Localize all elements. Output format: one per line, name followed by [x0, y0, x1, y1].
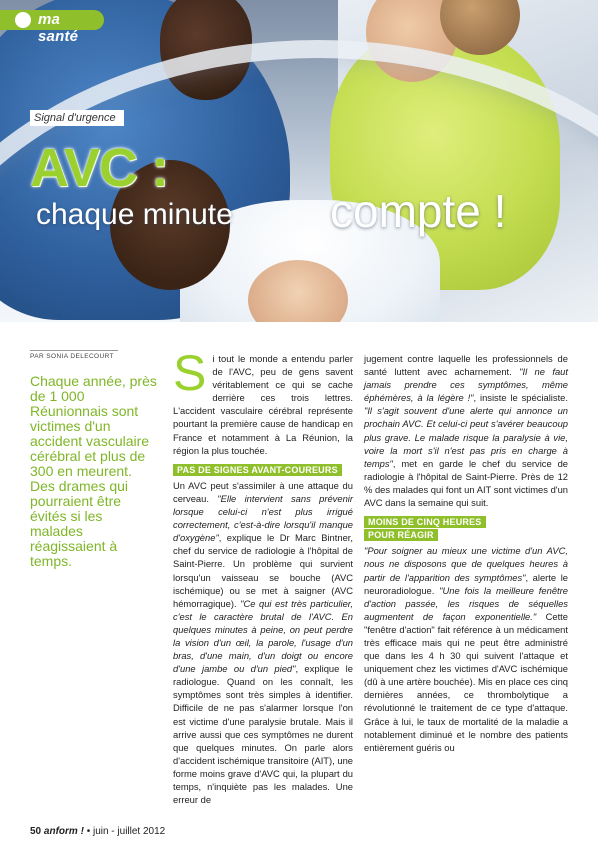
paragraph-text: jugement contre laquelle les professionnels de santé luttent avec acharnement.	[364, 353, 568, 378]
quote-text: "Il ne faut jamais prendre ces symptômes, même éphémères, à la légère !"	[364, 366, 568, 404]
paragraph-text: , met en garde le chef du service de radiologie à l'hôpital de Saint-Pierre. Près de 12 % des malades qui font un AIT sont victimes d'un AVC dans la semaine qui suit.	[364, 457, 568, 509]
subhead: MOINS DE CINQ HEURES	[364, 516, 486, 528]
section-dot-icon	[15, 12, 31, 28]
issue-date: • juin - juillet 2012	[86, 826, 166, 837]
paragraph	[364, 352, 568, 509]
section-label: ma santé	[38, 11, 79, 45]
title-main: AVC :	[30, 138, 168, 198]
page-number: 50	[30, 826, 42, 837]
paragraph	[364, 544, 568, 754]
quote-text: "Il s'agit souvent d'une alerte qui annonce un prochain AVC. Et celui-ci peut s'avérer beaucoup plus grave. Le malade risque la paralysie à vie, voire la mort s'il n'est pas pris en charge à temps"	[364, 405, 568, 469]
title-big: compte !	[330, 185, 507, 237]
article-column-2	[364, 352, 568, 754]
section-tag	[0, 10, 104, 45]
subhead-wrap	[364, 515, 568, 541]
subhead-wrap	[173, 463, 353, 476]
paragraph	[173, 479, 353, 806]
paragraph	[173, 345, 353, 457]
paragraph-text: , explique le Dr Marc Bintner, chef du service de radiologie à l'hôpital de Saint-Pierre. Un problème qui survient lorsqu'un vaisseau se bouche (AVC ischémique) ou se met à saigner (AVC hémorragique).	[173, 532, 353, 609]
article-column-1	[173, 345, 353, 806]
kicker: Signal d'urgence	[30, 110, 124, 126]
subhead: POUR RÉAGIR	[364, 529, 438, 541]
byline: PAR SONIA DELECOURT	[30, 350, 118, 360]
paragraph-text: i tout le monde a entendu parler de l'AVC, peu de gens savent véritablement ce qui se cache derrière ces trois lettres. L'accident vasculaire cérébral représente pourtant la première cause de handicap en France et notamment à La Réunion, la région la plus touchée.	[173, 353, 353, 456]
paragraph-text: , insiste le spécialiste.	[473, 392, 568, 404]
drop-cap: S	[173, 345, 207, 401]
magazine-name: anform !	[43, 826, 84, 837]
paragraph-text: , explique le radiologue. Quand on les connaît, les symptômes sont très simples à identifier. Difficile de ne pas s'alarmer lorsque l'on est victime d'une paralysie brutale. Mais il arrive aussi que ces symptômes ne durent que quelques minutes. On parle alors d'accident ischémique transitoire (AIT), une forme moins grave d'AVC qui, la plupart du temps, n'inquiète pas les malades. Une erreur de	[173, 663, 353, 806]
quote-text: "Ce qui est très particulier, c'est le caractère brutal de l'AVC. En quelques minutes à peine, on peut perdre la vision d'un œil, la parole, l'usage d'un bras, d'une main, d'un doigt ou encore d'une jambe ou d'un pied"	[173, 597, 353, 675]
quote-text: "Pour soigner au mieux une victime d'un AVC, nous ne disposons que de quelques heures à partir de l'apparition des symptômes"	[364, 545, 568, 583]
title-line2: chaque minute	[36, 198, 233, 231]
intro-text: Chaque année, près de 1 000 Réunionnais sont victimes d'un accident vasculaire cérébral et plus de 300 en meurent. Des drames qui pourraient être évités si les malades réagissaient à temps.	[30, 373, 157, 569]
paragraph-text: Cette "fenêtre d'action" fait référence à un médicament très efficace mais qui ne peut être administré que dans les 4 h 30 qui suivent l'attaque et uniquement chez les victimes d'AVC ischémique (dû à une artère bouchée). Mis en place ces cinq dernières années, ce thrombolytique a révolutionné le traitement de ce type d'attaque. Grâce à lui, le taux de mortalité de la maladie a notablement diminué et le nombre des patients entièrement guéris ou	[364, 610, 568, 753]
paragraph-text: Un AVC peut s'assimiler à une attaque du cerveau.	[173, 479, 353, 504]
quote-text: "Une fois la meilleure fenêtre d'action passée, les risques de séquelles augmentent de façon exponentielle."	[364, 584, 568, 622]
quote-text: "Elle intervient sans prévenir lorsque celui-ci n'est plus irrigué correctement, c'est-à-dire lorsqu'il manque d'oxygène"	[173, 492, 353, 544]
subhead: PAS DE SIGNES AVANT-COUREURS	[173, 464, 342, 476]
page-footer	[30, 826, 165, 837]
paragraph-text: , alerte le neuroradiologue.	[364, 571, 568, 596]
